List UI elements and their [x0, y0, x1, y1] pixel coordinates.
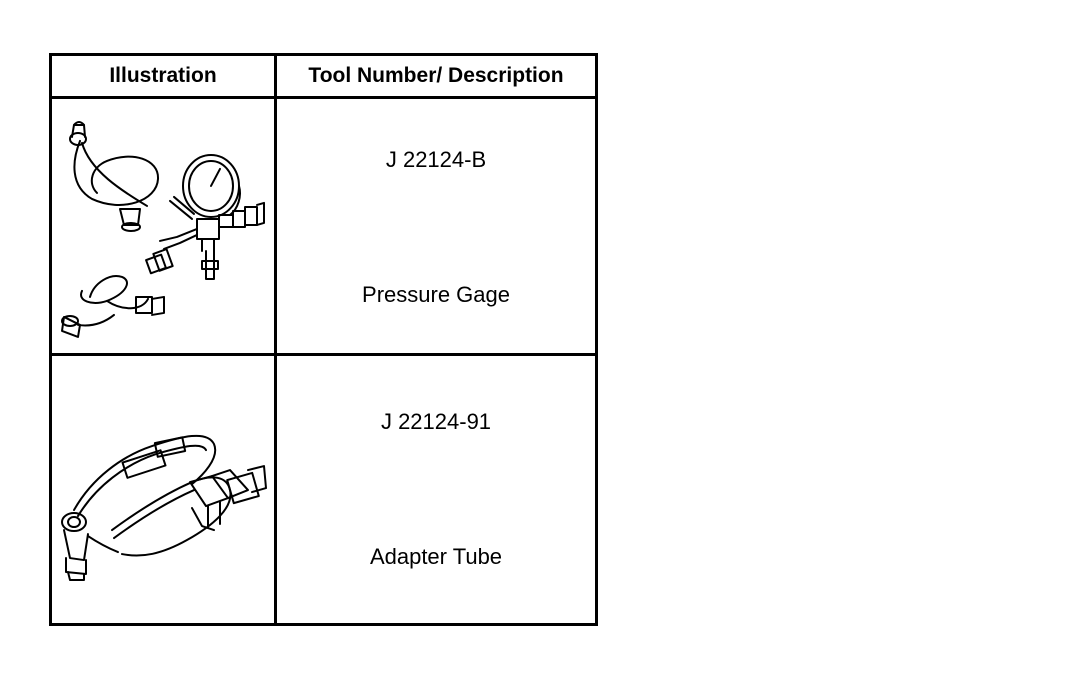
illustration-cell: [51, 354, 276, 624]
pressure-gage-illustration-icon: [52, 99, 274, 353]
adapter-tube-illustration-icon: [52, 356, 274, 623]
tool-number: J 22124-B: [385, 147, 487, 172]
illustration-cell: [51, 98, 276, 355]
header-illustration: Illustration: [51, 55, 276, 98]
tool-table: [49, 53, 598, 626]
description-cell: [276, 354, 597, 624]
description-cell: [276, 98, 597, 355]
tool-description: Adapter Tube: [369, 543, 503, 569]
table-header-row: [51, 55, 597, 98]
header-tool-number-description: Tool Number/ Description: [276, 55, 597, 98]
tool-description: Pressure Gage: [362, 282, 510, 307]
table-row: [51, 354, 597, 624]
tool-number: J 22124-91: [380, 408, 492, 434]
table-row: [51, 98, 597, 355]
